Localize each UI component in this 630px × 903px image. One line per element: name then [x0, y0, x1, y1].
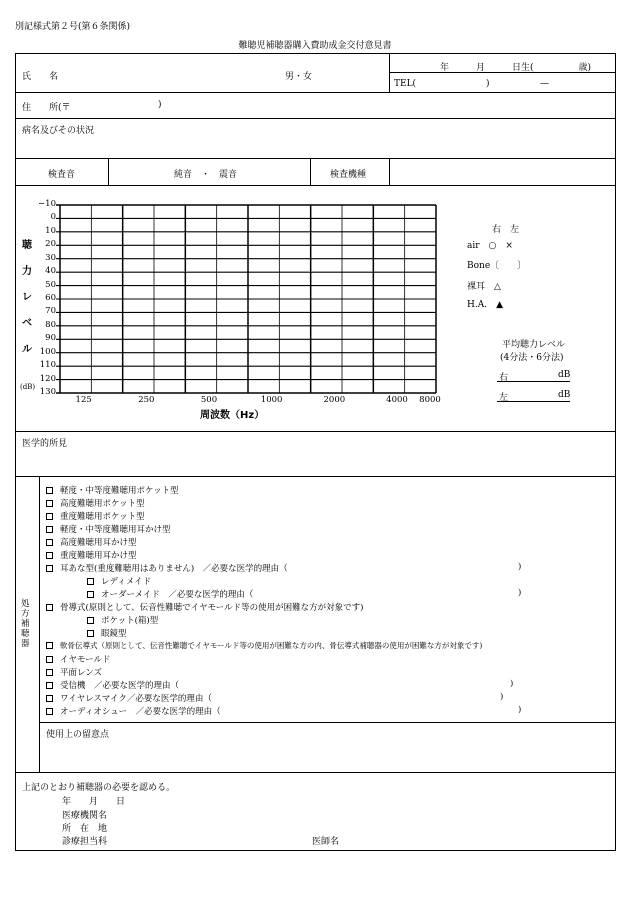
side-label-char: 処 [21, 599, 30, 609]
prescription-item [46, 536, 137, 548]
dob-field[interactable]: 年 月 日生( 歳) [440, 63, 592, 73]
checkbox[interactable] [46, 513, 53, 520]
prescription-item-label: 軽度・中等度難聴用耳かけ型 [60, 525, 171, 535]
checkbox[interactable] [87, 591, 94, 598]
checkbox[interactable] [46, 487, 53, 494]
divider [15, 772, 616, 773]
prescription-item [46, 692, 212, 704]
divider [39, 476, 40, 772]
disease-label: 病名及びその状況 [22, 126, 95, 136]
reason-close-paren: ) [518, 562, 522, 572]
prescription-item-label: 軽度・中等度難聴用ポケット型 [60, 486, 179, 496]
legend-right-left: 右 左 [492, 225, 520, 235]
prescription-item [46, 497, 145, 509]
checkbox[interactable] [46, 539, 53, 546]
name-label: 氏 名 [22, 72, 59, 82]
checkbox[interactable] [46, 695, 53, 702]
y-tick-label: 10 [45, 225, 56, 236]
legend-bone: Bone〔 〕 [467, 261, 527, 271]
form-title: 難聴児補聴器購入費助成金交付意見書 [238, 41, 392, 51]
avg-right-label: 右 [499, 373, 509, 383]
checkbox[interactable] [46, 682, 53, 689]
prescription-item [46, 653, 111, 665]
reason-close-paren: ) [500, 692, 504, 702]
checkbox[interactable] [87, 578, 94, 585]
test-sound-label: 検査音 [48, 170, 76, 180]
prescription-item [46, 640, 482, 651]
findings-field[interactable] [20, 448, 610, 473]
prescription-item-label: 高度難聴用耳かけ型 [60, 538, 137, 548]
reason-close-paren: ) [518, 705, 522, 715]
y-tick-label: 50 [45, 279, 56, 290]
y-tick-label: 110 [39, 360, 56, 371]
prescription-item-label: 耳あな型(重度難聴用はありません) ／必要な医学的理由（ [60, 564, 288, 574]
checkbox[interactable] [46, 708, 53, 715]
checkbox[interactable] [87, 630, 94, 637]
x-tick-label: 2000 [323, 395, 346, 405]
prescription-item-label: ワイヤレスマイク／必要な医学的理由（ [60, 694, 212, 704]
department-label: 診療担当科 [62, 837, 108, 847]
vertical-label-char: レ [22, 292, 32, 303]
side-label-char: 聴 [21, 629, 30, 639]
x-tick-label: 1000 [260, 395, 283, 405]
y-tick-label: 20 [45, 239, 56, 250]
findings-label: 医学的所見 [22, 439, 68, 449]
x-tick-label: 500 [200, 395, 218, 405]
y-tick-label: 90 [45, 333, 56, 344]
prescription-item-label: 平面レンズ [60, 668, 103, 678]
y-tick-label: 80 [45, 319, 56, 330]
prescription-item-label: 重度難聴用耳かけ型 [60, 551, 137, 561]
test-sound-options[interactable]: 純音 ・ 震音 [174, 170, 238, 180]
tel-close: ) [486, 79, 490, 89]
prescription-item [46, 705, 221, 717]
form-number: 別記様式第２号(第６条関係) [15, 22, 131, 32]
address-close: ) [158, 100, 162, 110]
vertical-label-char: 力 [22, 266, 32, 277]
prescription-item [87, 614, 158, 626]
prescription-item-label: ポケット(箱)型 [101, 616, 159, 626]
tel-dash: — [540, 79, 549, 89]
y-tick-label: 120 [39, 373, 56, 384]
gender-option[interactable]: 男・女 [285, 72, 313, 82]
notes-field[interactable] [44, 740, 610, 768]
legend-naked-ear: 裸耳 △ [467, 282, 501, 292]
x-tick-label: 250 [138, 395, 155, 405]
prescription-item [46, 523, 171, 535]
y-tick-label: 30 [45, 252, 56, 263]
x-tick-label: 8000 [419, 395, 441, 405]
y-tick-label: 0 [50, 212, 56, 223]
reason-close-paren: ) [518, 588, 522, 598]
checkbox[interactable] [46, 500, 53, 507]
legend-air: air ○ × [467, 241, 513, 251]
avg-title: 平均聴力レベル [502, 340, 566, 350]
prescription-item-label: オーダーメイド ／必要な医学的理由（ [101, 590, 254, 600]
vertical-label-char: ベ [22, 318, 32, 329]
notes-label: 使用上の留意点 [46, 730, 110, 740]
prescription-item-label: レディメイド [101, 577, 152, 587]
reason-close-paren: ) [510, 679, 514, 689]
prescription-item [46, 549, 137, 561]
prescription-item-label: 受信機 ／必要な医学的理由（ [60, 681, 180, 691]
prescription-item [87, 588, 253, 600]
institution-label: 医療機関名 [62, 811, 108, 821]
avg-method: (4分法・6分法) [500, 353, 564, 363]
y-tick-label: 70 [45, 306, 56, 317]
prescription-item [87, 627, 127, 639]
tel-label: TEL( [394, 79, 417, 89]
prescription-item [46, 679, 179, 691]
checkbox[interactable] [87, 617, 94, 624]
divider [39, 722, 616, 723]
approval-statement: 上記のとおり補聴器の必要を認める。 [22, 783, 176, 793]
avg-left-label: 左 [499, 393, 509, 403]
prescription-item [46, 601, 363, 613]
doctor-label: 医師名 [312, 837, 340, 847]
prescription-item-label: 重度難聴用ポケット型 [60, 512, 145, 522]
avg-right-field[interactable] [497, 381, 570, 382]
y-tick-label: 60 [45, 293, 56, 303]
db-unit: (dB) [20, 383, 36, 391]
legend-hearing-aid: H.A. ▲ [467, 300, 503, 310]
checkbox[interactable] [46, 642, 53, 649]
prescription-item [46, 510, 145, 522]
x-tick-label: 125 [75, 395, 92, 405]
side-label-char: 器 [21, 639, 30, 649]
x-axis-label: 周波数（Hz） [200, 410, 265, 421]
prescription-item-label: 高度難聴用ポケット型 [60, 499, 145, 509]
checkbox[interactable] [46, 656, 53, 663]
prescription-item [87, 575, 151, 587]
prescription-item [46, 562, 288, 574]
address-label: 住 所(〒 [22, 103, 71, 113]
checkbox[interactable] [46, 552, 53, 559]
divider [15, 431, 616, 432]
prescription-item-label: 軟骨伝導式（原則として、伝音性難聴でイヤモールド等の使用が困難な方の内、骨伝導式補聴器の使用が困難な方が対象です) [60, 641, 483, 650]
vertical-label-char: ル [22, 344, 32, 355]
y-tick-label: 40 [45, 266, 56, 277]
vertical-label-char: 聴 [22, 240, 32, 251]
checkbox[interactable] [46, 669, 53, 676]
approval-date[interactable]: 年 月 日 [62, 797, 126, 807]
divider [15, 476, 616, 477]
prescription-item-label: 眼鏡型 [101, 629, 127, 639]
y-tick-label: 100 [39, 346, 56, 357]
location-label: 所 在 地 [62, 824, 108, 834]
checkbox[interactable] [46, 565, 53, 572]
checkbox[interactable] [46, 604, 53, 611]
side-label-char: 補 [21, 619, 30, 629]
y-tick-label: 130 [39, 387, 56, 397]
prescription-item-label: オーディオシュー ／必要な医学的理由（ [60, 707, 221, 717]
side-label-char: 方 [21, 609, 30, 619]
prescription-item-label: 骨導式(原則として、伝音性難聴でイヤモールド等の使用が困難な方が対象です) [60, 603, 364, 613]
checkbox[interactable] [46, 526, 53, 533]
prescription-item-label: イヤモールド [60, 655, 111, 665]
y-tick-label: −10 [38, 199, 56, 209]
prescription-item [46, 484, 179, 496]
device-label: 検査機種 [330, 170, 367, 180]
avg-left-field[interactable] [497, 401, 570, 402]
x-tick-label: 4000 [386, 395, 408, 405]
avg-right-unit: dB [558, 370, 571, 380]
prescription-item [46, 666, 102, 678]
avg-left-unit: dB [558, 390, 571, 400]
